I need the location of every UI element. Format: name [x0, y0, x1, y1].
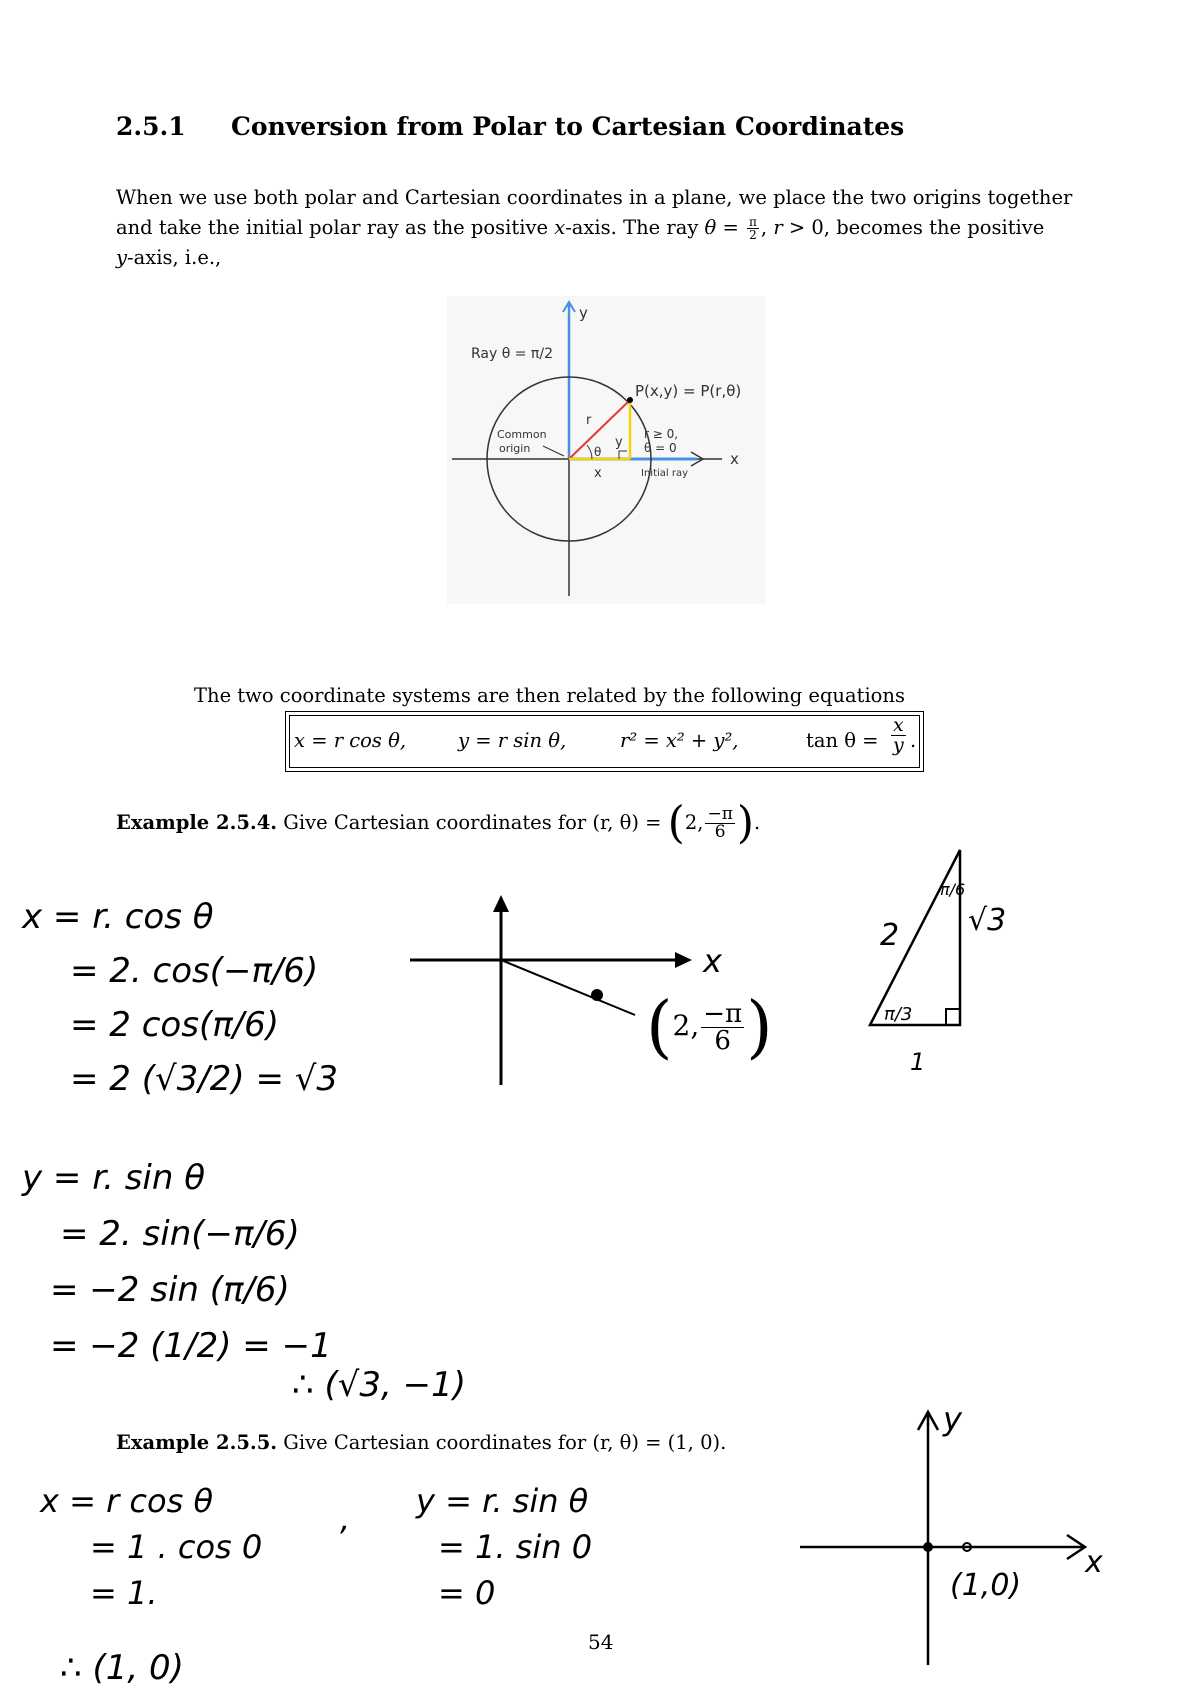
example-2-5-4: Example 2.5.4. Give Cartesian coordinates for (r, θ) = (2, $\frac{-\pi}{6}$ ).	[116, 797, 761, 849]
point-p	[627, 397, 633, 403]
tri-base: 1	[910, 1048, 926, 1075]
fig-y-label: y	[579, 304, 588, 322]
point-label: P(x,y) = P(r,θ)	[635, 382, 742, 400]
example-2-5-5: Example 2.5.5. Give Cartesian coordinates for (r, θ) = (1, 0).	[116, 1431, 727, 1454]
work2-comma: ,	[340, 1500, 351, 1538]
work2-y-line-1: = 1. sin 0	[438, 1528, 593, 1566]
y-side-label: y	[615, 435, 623, 450]
theta-cond: θ = 0	[644, 441, 677, 455]
work2-x-line-2: = 1.	[90, 1574, 158, 1612]
work1-x-line-0: x = r. cos θ	[22, 897, 214, 937]
work2-x-line-1: = 1 . cos 0	[90, 1528, 263, 1566]
tri-hyp: 2	[880, 918, 900, 953]
intro-paragraph	[116, 183, 1096, 273]
r-cond: r ≥ 0,	[644, 427, 679, 441]
ex2-y-label: y	[943, 1400, 962, 1438]
ex2-point-label: (1,0)	[950, 1568, 1022, 1603]
sketch-ray	[501, 960, 635, 1015]
work2-y-line-0: y = r. sin θ	[416, 1482, 589, 1520]
work1-x	[22, 890, 338, 1106]
section-number: 2.5.1	[116, 112, 186, 141]
common-origin-2: origin	[499, 442, 531, 455]
work1-y-line-2: = −2 sin (π/6)	[50, 1270, 290, 1310]
polar-cartesian-figure	[447, 296, 765, 604]
fig-x-label: x	[730, 450, 739, 468]
work1-x-line-3: = 2 (√3/2) = √3	[70, 1059, 339, 1099]
work1-y-line-1: = 2. sin(−π/6)	[60, 1214, 300, 1254]
tri-top-angle: π/6	[940, 880, 966, 899]
intro-line-1: When we use both polar and Cartesian coordinates in a plane, we place the two origins together	[116, 186, 1073, 209]
sketch-y-arrow-icon	[493, 895, 509, 912]
tri-bottom-angle: π/3	[884, 1004, 913, 1025]
work1-x-line-1: = 2. cos(−π/6)	[70, 951, 319, 991]
section-heading	[116, 112, 904, 141]
work2-y	[416, 1478, 592, 1616]
sketch-x-label: x	[703, 942, 722, 980]
x-side-label: x	[594, 466, 602, 481]
work1-y	[22, 1150, 332, 1374]
common-origin-1: Common	[497, 428, 547, 441]
tri-side: √3	[968, 903, 1007, 938]
eq-r: r² = x² + y²,	[620, 729, 739, 752]
triangle-right-angle	[946, 1009, 960, 1025]
section-title: Conversion from Polar to Cartesian Coordinates	[231, 112, 905, 141]
eq-y: y = r sin θ,	[458, 729, 567, 752]
relation-intro: The two coordinate systems are then related by the following equations	[194, 684, 905, 707]
ex2-origin	[923, 1542, 933, 1552]
equation-box: x = r cos θ, y = r sin θ, r² = x² + y², tan θ = $\frac{x}{y}$ .	[285, 711, 924, 772]
ex2-x-label: x	[1085, 1545, 1103, 1580]
work1-x-line-2: = 2 cos(π/6)	[70, 1005, 280, 1045]
work1-answer: ∴ (√3, −1)	[292, 1365, 467, 1405]
sketch-point	[591, 989, 603, 1001]
pi-over-two: $\frac{\pi}{2}$	[749, 215, 757, 242]
r-label: r	[586, 413, 592, 428]
ray-label: Ray θ = π/2	[471, 346, 553, 362]
sketch-x-arrow-icon	[675, 952, 692, 968]
triangle-sketch	[860, 845, 1040, 1075]
sketch-point-label: (2, $\frac{-\pi}{6}$ )	[646, 988, 773, 1067]
work1-y-line-3: = −2 (1/2) = −1	[50, 1326, 332, 1366]
work2-x-line-0: x = r cos θ	[40, 1482, 214, 1520]
intro-line-2: and take the initial polar ray as the positive x-axis. The ray θ = $\frac{\pi}{2}$ , r > 0, becomes the positive	[116, 215, 1045, 242]
eq-x: x = r cos θ,	[294, 729, 407, 752]
page-number: 54	[588, 1630, 614, 1654]
example-label: Example 2.5.5.	[116, 1431, 278, 1454]
work2-y-line-2: = 0	[438, 1574, 496, 1612]
theta-label: θ	[594, 445, 602, 459]
eq-tan-frac: $\frac{x}{y}$	[892, 714, 904, 756]
work2-answer: ∴ (1, 0)	[60, 1648, 184, 1688]
example2-sketch	[795, 1400, 1125, 1670]
work1-y-line-0: y = r. sin θ	[22, 1158, 206, 1198]
work2-x	[40, 1478, 262, 1616]
example-label: Example 2.5.4.	[116, 811, 278, 834]
eq-tan: tan θ =	[806, 729, 879, 752]
intro-line-3: y-axis, i.e.,	[116, 246, 222, 269]
initial-ray-label: Initial ray	[641, 468, 689, 479]
